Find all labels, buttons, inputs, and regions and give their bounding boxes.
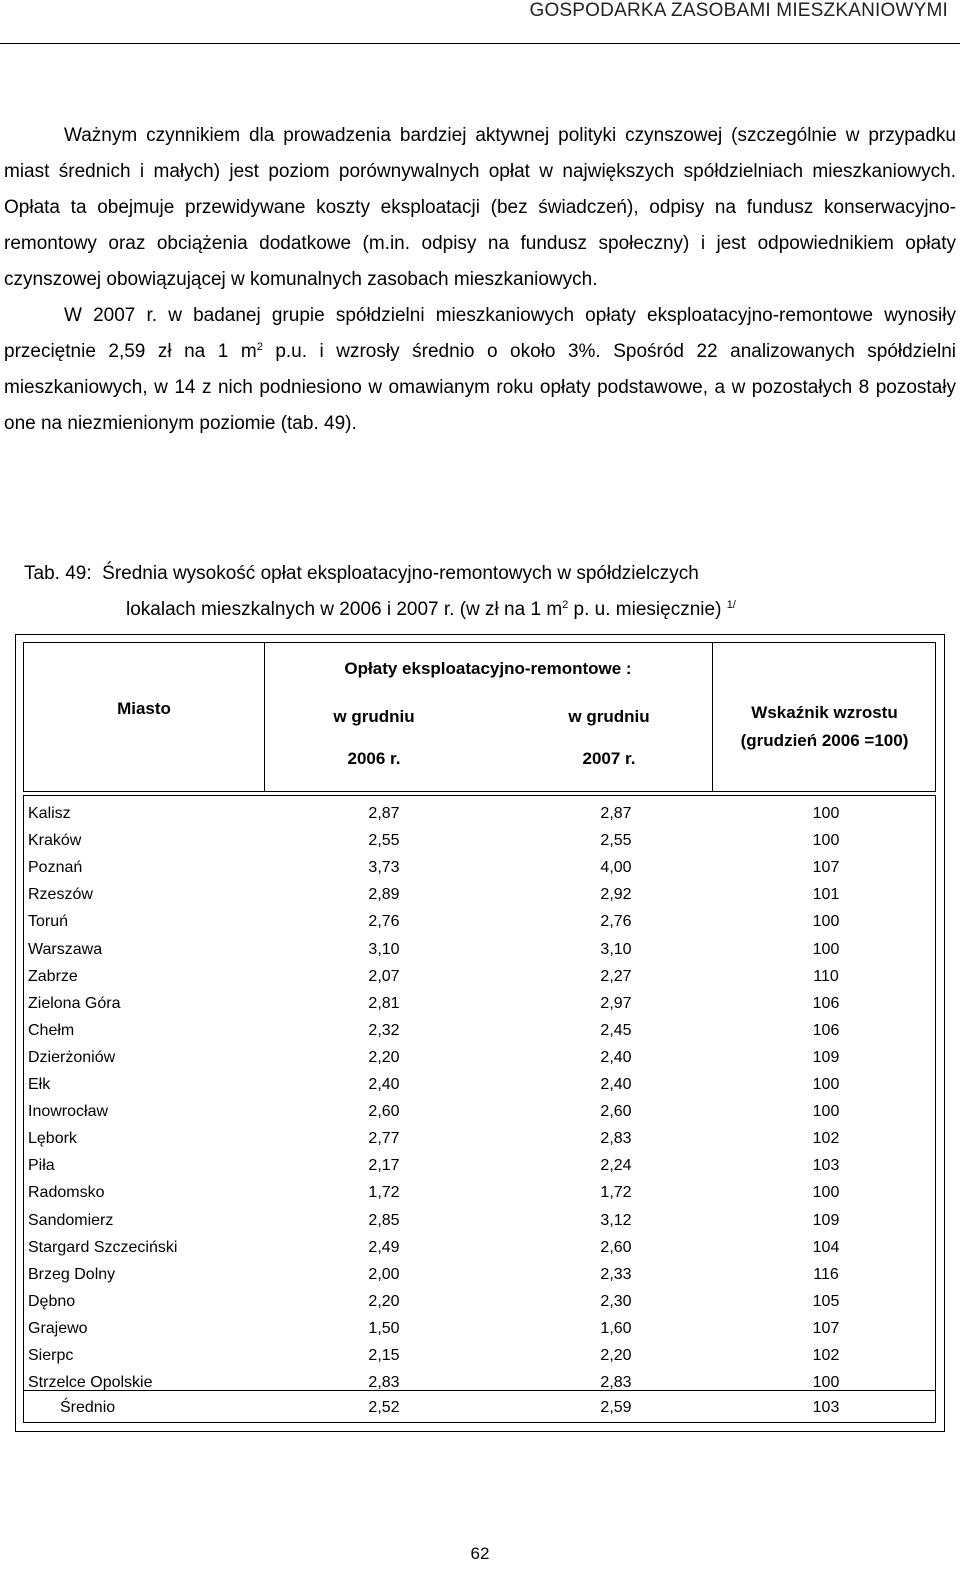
cell-2006: 3,10 bbox=[368, 940, 400, 958]
cell-index: 109 bbox=[812, 1211, 840, 1229]
cell-index: 110 bbox=[813, 967, 839, 985]
cell-index: 103 bbox=[812, 1157, 840, 1175]
cell-2007: 3,10 bbox=[600, 940, 632, 958]
paragraph-1: Ważnym czynnikiem dla prowadzenia bardziej aktywnej polityki czynszowej (szczególnie w przypadku miast średnich i małych) jest poziom porównywalnych opłat w największych spółdzielniach mieszkaniowych. Opłata ta obejmuje przewidywane koszty eksploatacji (bez świadczeń), odpisy na fundusz konserwacyjno-remontowy oraz obciążenia dodatkowe (m.in. odpisy na fundusz społeczny) i jest odpowiednikiem opłaty czynszowej obowiązującej w komunalnych zasobach mieszkaniowych. bbox=[4, 125, 956, 290]
cell-2007: 2,60 bbox=[600, 1103, 632, 1121]
header-rule bbox=[0, 43, 960, 44]
cell-2006: 2,20 bbox=[368, 1292, 400, 1310]
summary-row bbox=[24, 1396, 935, 1423]
header-2007-line2: 2007 r. bbox=[582, 749, 636, 768]
body-text bbox=[4, 118, 956, 442]
cell-2007: 2,30 bbox=[600, 1292, 632, 1310]
cell-index: 104 bbox=[812, 1238, 840, 1256]
caption-label: Tab. 49: bbox=[24, 563, 92, 584]
cell-2007: 2,83 bbox=[600, 1374, 632, 1392]
cell-2006: 2,49 bbox=[368, 1238, 400, 1256]
cell-2007: 2,33 bbox=[600, 1265, 632, 1283]
cell-2007: 1,60 bbox=[600, 1319, 632, 1337]
header-index-line2: (grudzień 2006 =100) bbox=[740, 731, 909, 750]
cell-index: 106 bbox=[812, 994, 840, 1012]
cell-city: Średnio bbox=[60, 1399, 116, 1416]
cell-index: 103 bbox=[812, 1399, 840, 1416]
table-row bbox=[24, 992, 935, 1019]
table-row bbox=[24, 965, 935, 992]
cell-city: Ełk bbox=[28, 1076, 51, 1093]
table-row bbox=[24, 1100, 935, 1127]
cell-2007: 2,55 bbox=[600, 832, 632, 850]
cell-2007: 2,76 bbox=[600, 913, 632, 931]
cell-2006: 2,32 bbox=[368, 1021, 400, 1039]
caption-line-2: lokalach mieszkalnych w 2006 i 2007 r. (w zł na 1 $m^2$ p. u. miesięcznie) $^{1/}$ bbox=[126, 599, 736, 620]
caption-line-1: Tab. 49: Średnia wysokość opłat eksploatacyjno-remontowych w spółdzielczych bbox=[24, 563, 699, 584]
cell-city: Toruń bbox=[28, 913, 69, 931]
cell-2006: 1,72 bbox=[368, 1184, 400, 1202]
table-row bbox=[24, 802, 935, 829]
table-row bbox=[24, 1263, 935, 1290]
cell-index: 100 bbox=[812, 1184, 840, 1202]
cell-city: Chełm bbox=[28, 1021, 75, 1039]
header-city: Miasto bbox=[117, 699, 171, 718]
table-row bbox=[24, 856, 935, 883]
cell-2006: 2,40 bbox=[368, 1076, 400, 1093]
table-row bbox=[24, 1344, 935, 1371]
cell-index: 102 bbox=[812, 1130, 840, 1148]
table-row bbox=[24, 910, 935, 937]
table-body bbox=[23, 795, 936, 1423]
table-row bbox=[24, 1127, 935, 1154]
cell-2007: 2,87 bbox=[600, 805, 632, 822]
cell-2007: 2,24 bbox=[600, 1157, 632, 1175]
cell-index: 100 bbox=[812, 805, 840, 822]
cell-city: Sierpc bbox=[28, 1347, 74, 1364]
cell-2006: 2,55 bbox=[368, 832, 400, 850]
header-index-line1: Wskaźnik wzrostu bbox=[751, 703, 898, 722]
cell-city: Strzelce Opolskie bbox=[28, 1374, 153, 1392]
cell-2006: 2,89 bbox=[368, 886, 400, 904]
table-row bbox=[24, 1317, 935, 1344]
cell-2006: 2,60 bbox=[368, 1103, 400, 1121]
cell-2007: 2,97 bbox=[600, 994, 632, 1012]
cell-2006: 2,20 bbox=[368, 1048, 400, 1066]
cell-2007: 4,00 bbox=[600, 859, 632, 877]
cell-index: 107 bbox=[812, 1319, 840, 1337]
table-row bbox=[24, 883, 935, 910]
cell-index: 102 bbox=[812, 1347, 840, 1364]
cell-2007: 2,40 bbox=[600, 1048, 632, 1066]
cell-city: Radomsko bbox=[28, 1184, 105, 1202]
cell-city: Zabrze bbox=[28, 967, 78, 985]
header-2006-line2: 2006 r. bbox=[347, 749, 401, 768]
table-row bbox=[24, 1046, 935, 1073]
cell-index: 100 bbox=[812, 940, 840, 958]
data-table bbox=[15, 634, 945, 1432]
cell-2007: 2,40 bbox=[600, 1076, 632, 1093]
cell-index: 109 bbox=[812, 1048, 840, 1066]
cell-city: Brzeg Dolny bbox=[28, 1265, 116, 1283]
cell-2006: 2,17 bbox=[368, 1157, 400, 1175]
cell-2007: 2,27 bbox=[600, 967, 632, 985]
cell-city: Kraków bbox=[28, 832, 82, 850]
cell-city: Poznań bbox=[28, 859, 83, 877]
cell-2006: 2,76 bbox=[368, 913, 400, 931]
cell-2006: 2,07 bbox=[368, 967, 400, 985]
header-2007-line1: w grudniu bbox=[568, 707, 650, 726]
cell-city: Sandomierz bbox=[28, 1211, 114, 1229]
cell-2006: 2,83 bbox=[368, 1374, 400, 1392]
header-group: Opłaty eksploatacyjno-remontowe : bbox=[344, 659, 632, 678]
table-row bbox=[24, 1181, 935, 1208]
cell-2007: 2,59 bbox=[600, 1399, 632, 1416]
cell-2007: 2,92 bbox=[600, 886, 632, 904]
cell-city: Warszawa bbox=[28, 940, 103, 958]
cell-index: 100 bbox=[812, 832, 840, 850]
cell-index: 100 bbox=[812, 1076, 840, 1093]
cell-index: 100 bbox=[812, 1374, 840, 1392]
cell-city: Lębork bbox=[28, 1130, 77, 1148]
table-row bbox=[24, 1236, 935, 1263]
cell-city: Dębno bbox=[28, 1292, 76, 1310]
cell-2007: 2,60 bbox=[600, 1238, 632, 1256]
cell-index: 107 bbox=[812, 859, 840, 877]
table-row bbox=[24, 829, 935, 856]
cell-index: 106 bbox=[812, 1021, 840, 1039]
cell-2006: 2,87 bbox=[368, 805, 400, 822]
cell-2007: 2,45 bbox=[600, 1021, 632, 1039]
table-header bbox=[23, 642, 936, 792]
table-row bbox=[24, 1154, 935, 1181]
page-number: 62 bbox=[470, 1544, 490, 1563]
paragraph-2: W 2007 r. w badanej grupie spółdzielni mieszkaniowych opłaty eksploatacyjno-remontowe wynosiły przeciętnie 2,59 zł na 1 $m^2$ p.u. i wzrosły średnio o około 3%. Spośród 22 analizowanych spółdzielni mieszkaniowych, w 14 z nich podniesiono w omawianym roku opłaty podstawowe, a w pozostałych 8 pozostały one na niezmienionym poziomie (tab. 49). bbox=[4, 305, 956, 434]
cell-2006: 2,00 bbox=[368, 1265, 400, 1283]
table-caption bbox=[24, 556, 736, 628]
cell-2007: 1,72 bbox=[600, 1184, 632, 1202]
table-row bbox=[24, 938, 935, 965]
cell-2006: 2,77 bbox=[368, 1130, 400, 1148]
table-row bbox=[24, 1209, 935, 1236]
cell-city: Piła bbox=[28, 1157, 55, 1175]
table-row bbox=[24, 1371, 935, 1398]
header-2006-line1: w grudniu bbox=[333, 707, 415, 726]
cell-city: Stargard Szczeciński bbox=[28, 1238, 178, 1256]
cell-city: Grajewo bbox=[28, 1319, 88, 1337]
cell-index: 116 bbox=[813, 1265, 839, 1283]
cell-index: 105 bbox=[812, 1292, 840, 1310]
cell-city: Inowrocław bbox=[28, 1103, 109, 1121]
caption-footnote: 1/ bbox=[726, 599, 736, 611]
table-row bbox=[24, 1019, 935, 1046]
cell-city: Zielona Góra bbox=[28, 994, 121, 1012]
cell-index: 100 bbox=[812, 913, 840, 931]
cell-2007: 3,12 bbox=[600, 1211, 632, 1229]
cell-2006: 1,50 bbox=[368, 1319, 400, 1337]
cell-city: Kalisz bbox=[28, 805, 71, 822]
cell-2006: 3,73 bbox=[368, 859, 400, 877]
cell-2007: 2,83 bbox=[600, 1130, 632, 1148]
table-row bbox=[24, 1290, 935, 1317]
cell-city: Dzierżoniów bbox=[28, 1048, 116, 1066]
header-title: GOSPODARKA ZASOBAMI MIESZKANIOWYMI bbox=[529, 0, 948, 21]
cell-2007: 2,20 bbox=[600, 1347, 632, 1364]
cell-index: 101 bbox=[812, 886, 840, 904]
table-row bbox=[24, 1073, 935, 1100]
cell-2006: 2,15 bbox=[368, 1347, 400, 1364]
cell-index: 100 bbox=[812, 1103, 840, 1121]
cell-2006: 2,81 bbox=[368, 994, 400, 1012]
cell-city: Rzeszów bbox=[28, 886, 93, 904]
cell-2006: 2,85 bbox=[368, 1211, 400, 1229]
cell-2006: 2,52 bbox=[368, 1399, 400, 1416]
page-header bbox=[0, 0, 960, 46]
